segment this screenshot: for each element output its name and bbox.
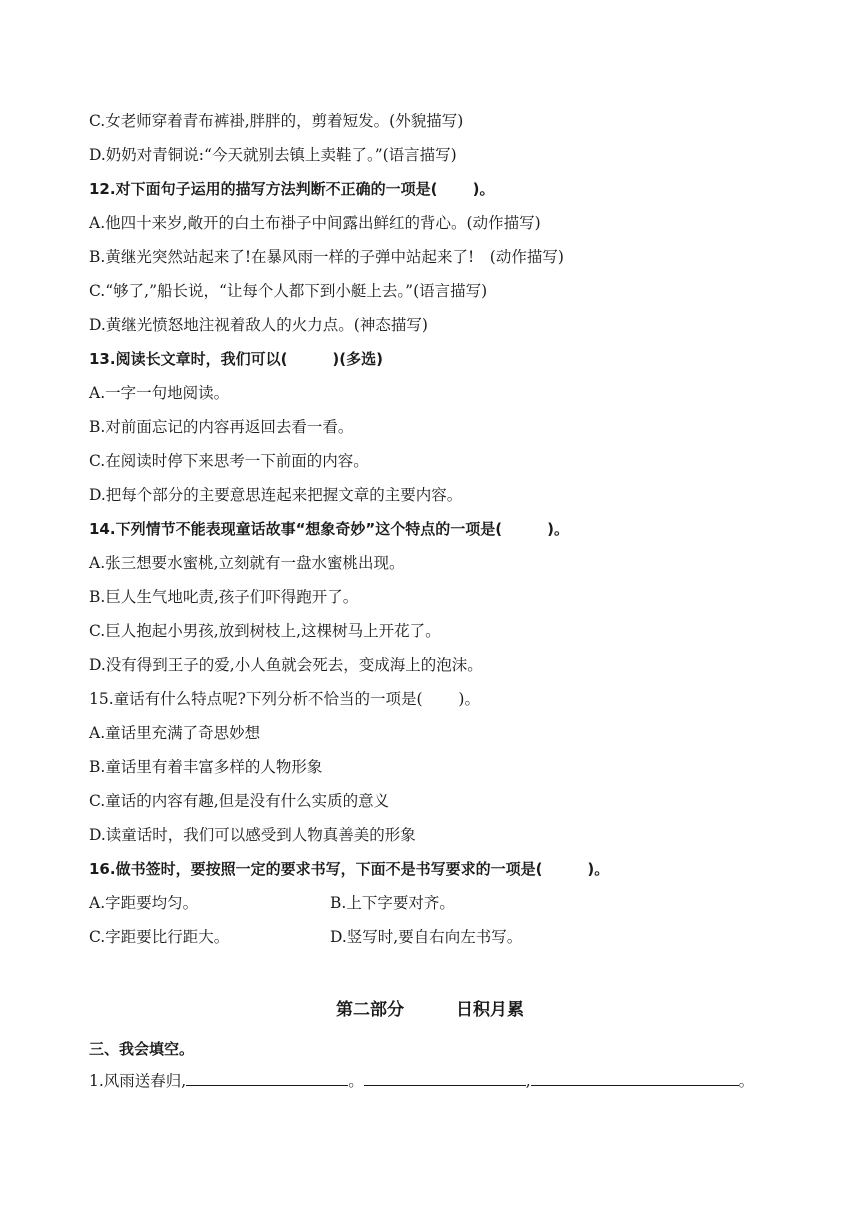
q16-option-d: D.竖写时,要自右向左书写。: [330, 928, 523, 946]
question-14: 14.下列情节不能表现童话故事“想象奇妙”这个特点的一项是( )。: [89, 520, 570, 538]
option-line: B.巨人生气地叱责,孩子们吓得跑开了。: [89, 588, 359, 606]
q16-option-a: A.字距要均匀。: [89, 894, 199, 912]
question-16: 16.做书签时，要按照一定的要求书写，下面不是书写要求的一项是( )。: [89, 860, 610, 878]
option-line: A.童话里充满了奇思妙想: [89, 724, 261, 742]
section-name: 日积月累: [456, 1000, 524, 1020]
q16-option-row: [89, 927, 229, 947]
answer-blank-3[interactable]: [531, 1071, 739, 1086]
answer-blank-1[interactable]: [186, 1071, 348, 1086]
fill-prefix: 1.风雨送春归,: [89, 1072, 187, 1090]
option-line: C.童话的内容有趣,但是没有什么实质的意义: [89, 792, 390, 810]
option-line: C.女老师穿着青布裤褂,胖胖的，剪着短发。(外貌描写): [89, 112, 464, 130]
option-line: D.读童话时，我们可以感受到人物真善美的形象: [89, 826, 416, 844]
section-title: [0, 995, 860, 1020]
option-line: D.奶奶对青铜说:“今天就别去镇上卖鞋了。”(语言描写): [89, 146, 457, 164]
punctuation: 。: [738, 1072, 755, 1090]
option-line: C.“够了,”船长说，“让每个人都下到小艇上去。”(语言描写): [89, 282, 488, 300]
section-part: 第二部分: [336, 1000, 404, 1020]
option-line: C.在阅读时停下来思考一下前面的内容。: [89, 452, 369, 470]
section-heading: 三、我会填空。: [89, 1040, 195, 1058]
option-line: D.黄继光愤怒地注视着敌人的火力点。(神态描写): [89, 316, 428, 334]
q16-option-c: C.字距要比行距大。: [89, 928, 230, 946]
question-15: 15.童话有什么特点呢?下列分析不恰当的一项是( )。: [89, 690, 480, 708]
punctuation: 。: [348, 1072, 364, 1090]
option-line: D.没有得到王子的爱,小人鱼就会死去，变成海上的泡沫。: [89, 656, 483, 674]
option-line: A.张三想要水蜜桃,立刻就有一盘水蜜桃出现。: [89, 554, 405, 572]
punctuation: ,: [525, 1072, 531, 1090]
question-13: 13.阅读长文章时，我们可以( )(多选): [89, 350, 383, 368]
option-line: A.一字一句地阅读。: [89, 384, 230, 402]
option-line: B.黄继光突然站起来了!在暴风雨一样的子弹中站起来了! (动作描写): [89, 248, 564, 266]
q16-option-b: B.上下字要对齐。: [330, 894, 455, 912]
option-line: A.他四十来岁,敞开的白土布褂子中间露出鲜红的背心。(动作描写): [89, 214, 541, 232]
option-line: C.巨人抱起小男孩,放到树枝上,这棵树马上开花了。: [89, 622, 441, 640]
option-line: D.把每个部分的主要意思连起来把握文章的主要内容。: [89, 486, 463, 504]
option-line: B.童话里有着丰富多样的人物形象: [89, 758, 323, 776]
fill-in-line: [89, 1071, 754, 1091]
option-line: B.对前面忘记的内容再返回去看一看。: [89, 418, 354, 436]
question-12: 12.对下面句子运用的描写方法判断不正确的一项是( )。: [89, 180, 495, 198]
q16-option-row: [89, 893, 198, 913]
answer-blank-2[interactable]: [364, 1071, 526, 1086]
